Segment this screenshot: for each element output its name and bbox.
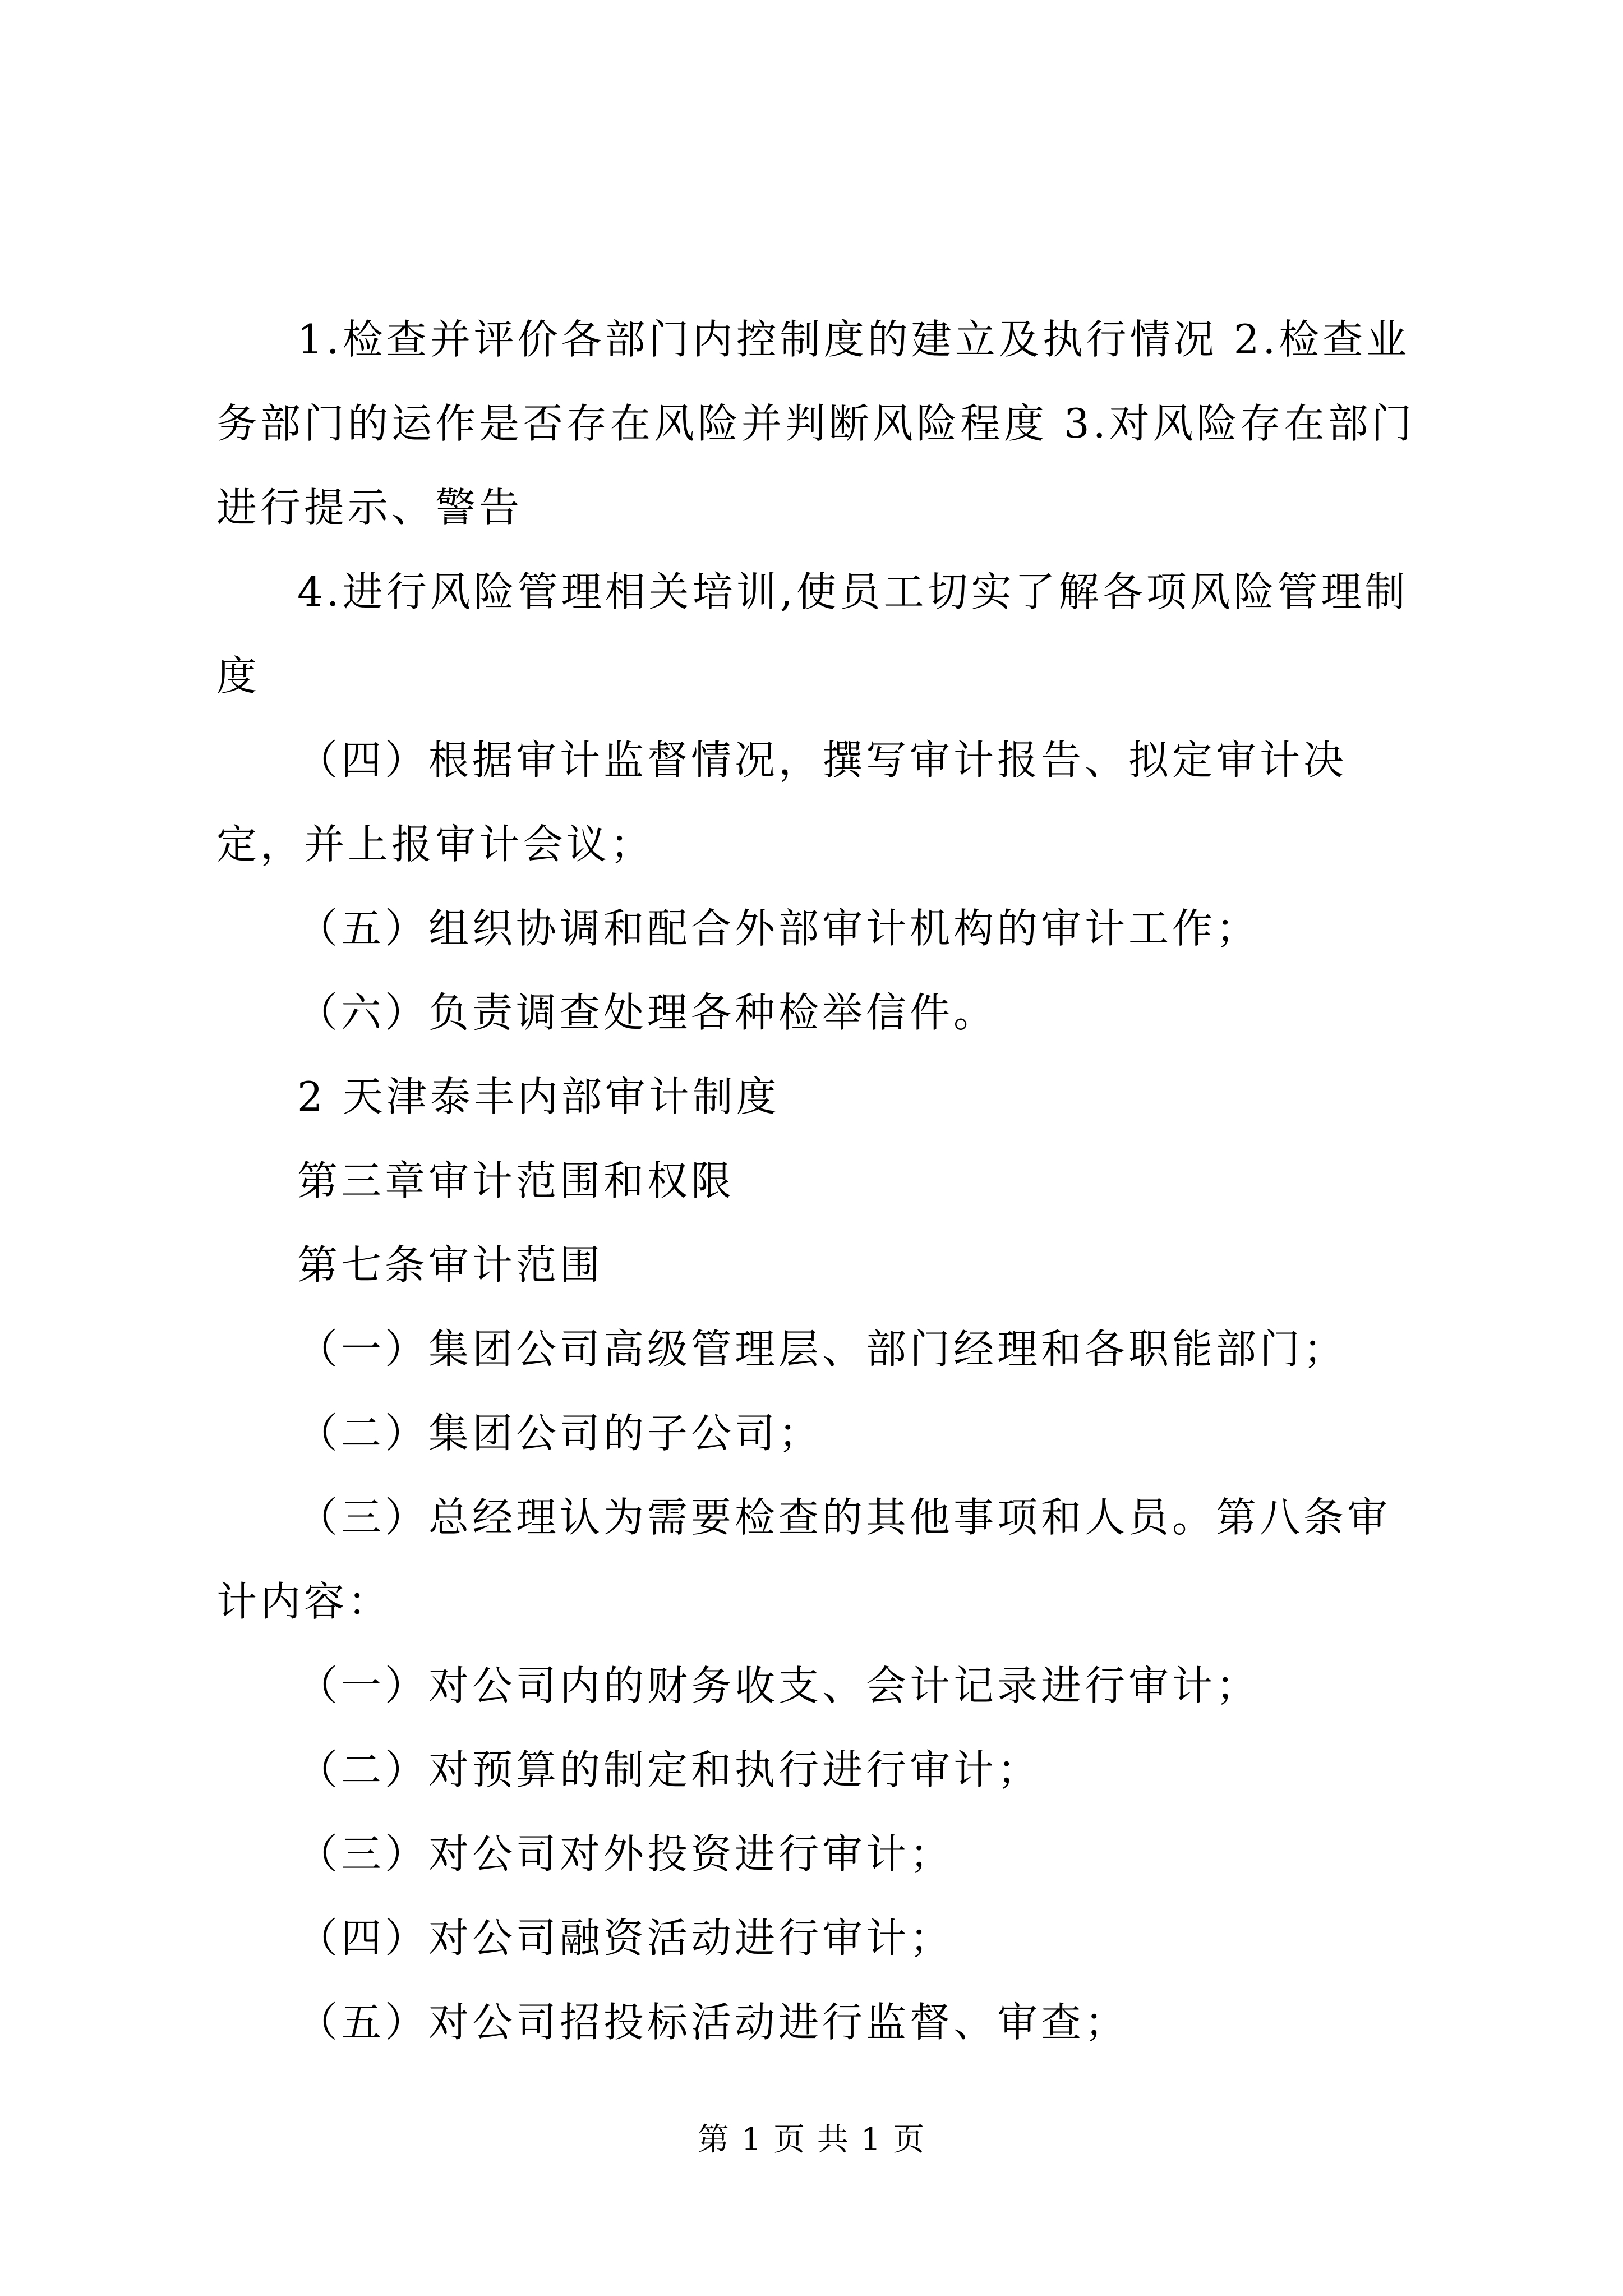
- paragraph-13: （二）对预算的制定和执行进行审计；: [297, 1746, 1041, 1793]
- paragraph-2: 4.进行风险管理相关培训,使员工切实了解各项风险管理制度: [216, 568, 1409, 700]
- paragraph-7: 第三章审计范围和权限: [297, 1157, 735, 1204]
- paragraph-12: （一）对公司内的财务收支、会计记录进行审计；: [297, 1662, 1260, 1709]
- paragraph-14: （三）对公司对外投资进行审计；: [297, 1830, 954, 1878]
- paragraph-1: 1.检查并评价各部门内控制度的建立及执行情况 2.检查业务部门的运作是否存在风险并判断风险程度 3.对风险存在部门进行提示、警告: [216, 316, 1415, 531]
- paragraph-4: （五）组织协调和配合外部审计机构的审计工作；: [297, 905, 1260, 952]
- page-footer: 第 1 页 共 1 页: [697, 2122, 926, 2158]
- paragraph-5: （六）负责调查处理各种检举信件。: [297, 989, 998, 1036]
- paragraph-6: 2 天津泰丰内部审计制度: [297, 1073, 780, 1120]
- paragraph-9: （一）集团公司高级管理层、部门经理和各职能部门；: [297, 1326, 1348, 1373]
- paragraph-3: （四）根据审计监督情况，撰写审计报告、拟定审计决定，并上报审计会议；: [216, 737, 1348, 868]
- paragraph-15: （四）对公司融资活动进行审计；: [297, 1915, 954, 1962]
- paragraph-8: 第七条审计范围: [297, 1241, 604, 1289]
- paragraph-11: （三）总经理认为需要检查的其他事项和人员。第八条审计内容：: [216, 1494, 1391, 1625]
- paragraph-10: （二）集团公司的子公司；: [297, 1410, 823, 1457]
- paragraph-16: （五）对公司招投标活动进行监督、审查；: [297, 1999, 1129, 2046]
- document-body: [216, 297, 1428, 2064]
